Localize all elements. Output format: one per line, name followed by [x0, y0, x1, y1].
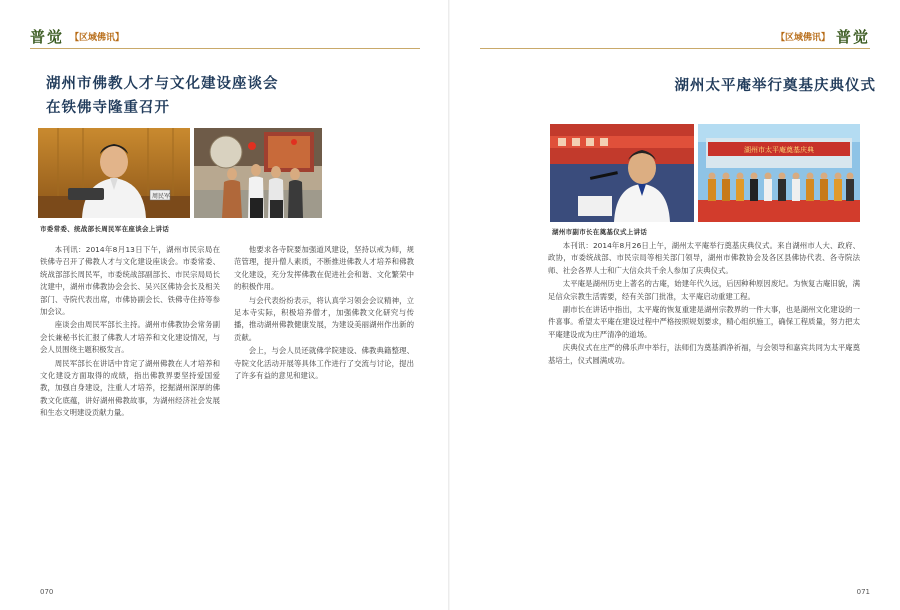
right-column	[548, 240, 860, 530]
title-line-2: 在铁佛寺隆重召开	[46, 99, 170, 116]
header-rule	[30, 48, 420, 49]
left-column-2	[234, 244, 414, 584]
header-rule	[480, 48, 870, 49]
article-title-left	[46, 72, 426, 120]
column-tag: 【区域佛讯】	[70, 33, 125, 43]
brand-logo: 普觉	[30, 28, 65, 46]
paragraph: 太平庵是湖州历史上著名的古庵，始建年代久远，后因种种原因废圮。为恢复古庵旧貌，满足信众宗教生活需要，经有关部门批准，太平庵启动重建工程。	[548, 279, 860, 301]
column-tag: 【区域佛讯】	[775, 33, 830, 43]
name-plate: 周民军	[152, 193, 171, 200]
ceremony-photo	[698, 124, 860, 222]
vice-mayor-photo	[550, 124, 694, 222]
left-photo-caption: 市委常委、统战部长周民军在座谈会上讲话	[40, 225, 170, 233]
brand-logo: 普觉	[835, 28, 870, 46]
speaker-photo-image	[38, 128, 190, 218]
paragraph: 本刊讯：2014年8月26日上午，湖州太平庵举行奠基庆典仪式。来自湖州市人大、政府、政协，市委统战部、市民宗局等相关部门领导，湖州市佛教协会及各区县佛协代表、各寺院法师、社会各界人士和广大信众共千余人参加了庆典仪式。	[548, 241, 860, 275]
vice-mayor-photo-image	[550, 124, 694, 222]
article-title-right: 湖州太平庵举行奠基庆典仪式	[674, 77, 876, 94]
paragraph: 周民军部长在讲话中肯定了湖州佛教在人才培养和文化建设方面取得的成绩，指出佛教界要坚持爱国爱教，加强自身建设，注重人才培养，挖掘湖州深厚的佛教文化底蕴，讲好湖州佛教故事，为湖州经济社会发展和生态文明建设贡献力量。	[40, 358, 220, 418]
page-number-right: 071	[856, 588, 870, 596]
title-line-1: 湖州市佛教人才与文化建设座谈会	[46, 75, 279, 92]
paragraph: 他要求各寺院要加强道风建设，坚持以戒为师，规范管理，提升僧人素质，不断推进佛教人才培养和佛教文化建设，充分发挥佛教在促进社会和谐、文化繁荣中的积极作用。	[234, 245, 414, 292]
paragraph: 本刊讯：2014年8月13日下午，湖州市民宗局在铁佛寺召开了佛教人才与文化建设座谈会。市委常委、统战部部长周民军，市委统战部副部长、市民宗局局长沈建中，湖州市佛教协会会长、吴兴区佛协会长及相关部门、寺院代表出席，市佛协副会长、铁佛寺住持等参加会议。	[40, 245, 220, 317]
ceremony-photo-image	[698, 124, 860, 222]
paragraph: 庆典仪式在庄严的佛乐声中举行，法师们为奠基洒净祈福，与会领导和嘉宾共同为太平庵奠基培土，仪式圆满成功。	[548, 343, 860, 365]
right-photo-caption: 湖州市副市长在奠基仪式上讲话	[552, 228, 648, 236]
paragraph: 副市长在讲话中指出，太平庵的恢复重建是湖州宗教界的一件大事，也是湖州文化建设的一件喜事。希望太平庵在建设过程中严格按照规划要求，精心组织施工，确保工程质量，努力把太平庵建设成为庄严清净的道场。	[548, 305, 860, 339]
right-page	[450, 0, 900, 610]
speaker-photo	[38, 128, 190, 218]
ceremony-banner: 湖州市太平庵奠基庆典	[744, 146, 814, 154]
paragraph: 座谈会由周民军部长主持。湖州市佛教协会常务副会长兼秘书长汇报了佛教人才培养和文化建设情况，与会人员围绕主题积极发言。	[40, 320, 220, 355]
right-header	[776, 26, 870, 47]
paragraph: 会上，与会人员还就佛学院建设、佛教典籍整理、寺院文化活动开展等具体工作进行了交流与讨论，提出了许多有益的意见和建议。	[234, 346, 414, 381]
page-number-left: 070	[40, 588, 54, 596]
left-header	[30, 26, 124, 47]
delegation-photo-image	[194, 128, 322, 218]
paragraph: 与会代表纷纷表示，将认真学习领会会议精神，立足本寺实际，积极培养僧才，加强佛教文化研究与传播，推动湖州佛教健康发展，为建设美丽湖州作出新的贡献。	[234, 295, 414, 342]
delegation-photo	[194, 128, 322, 218]
left-column-1	[40, 244, 220, 584]
